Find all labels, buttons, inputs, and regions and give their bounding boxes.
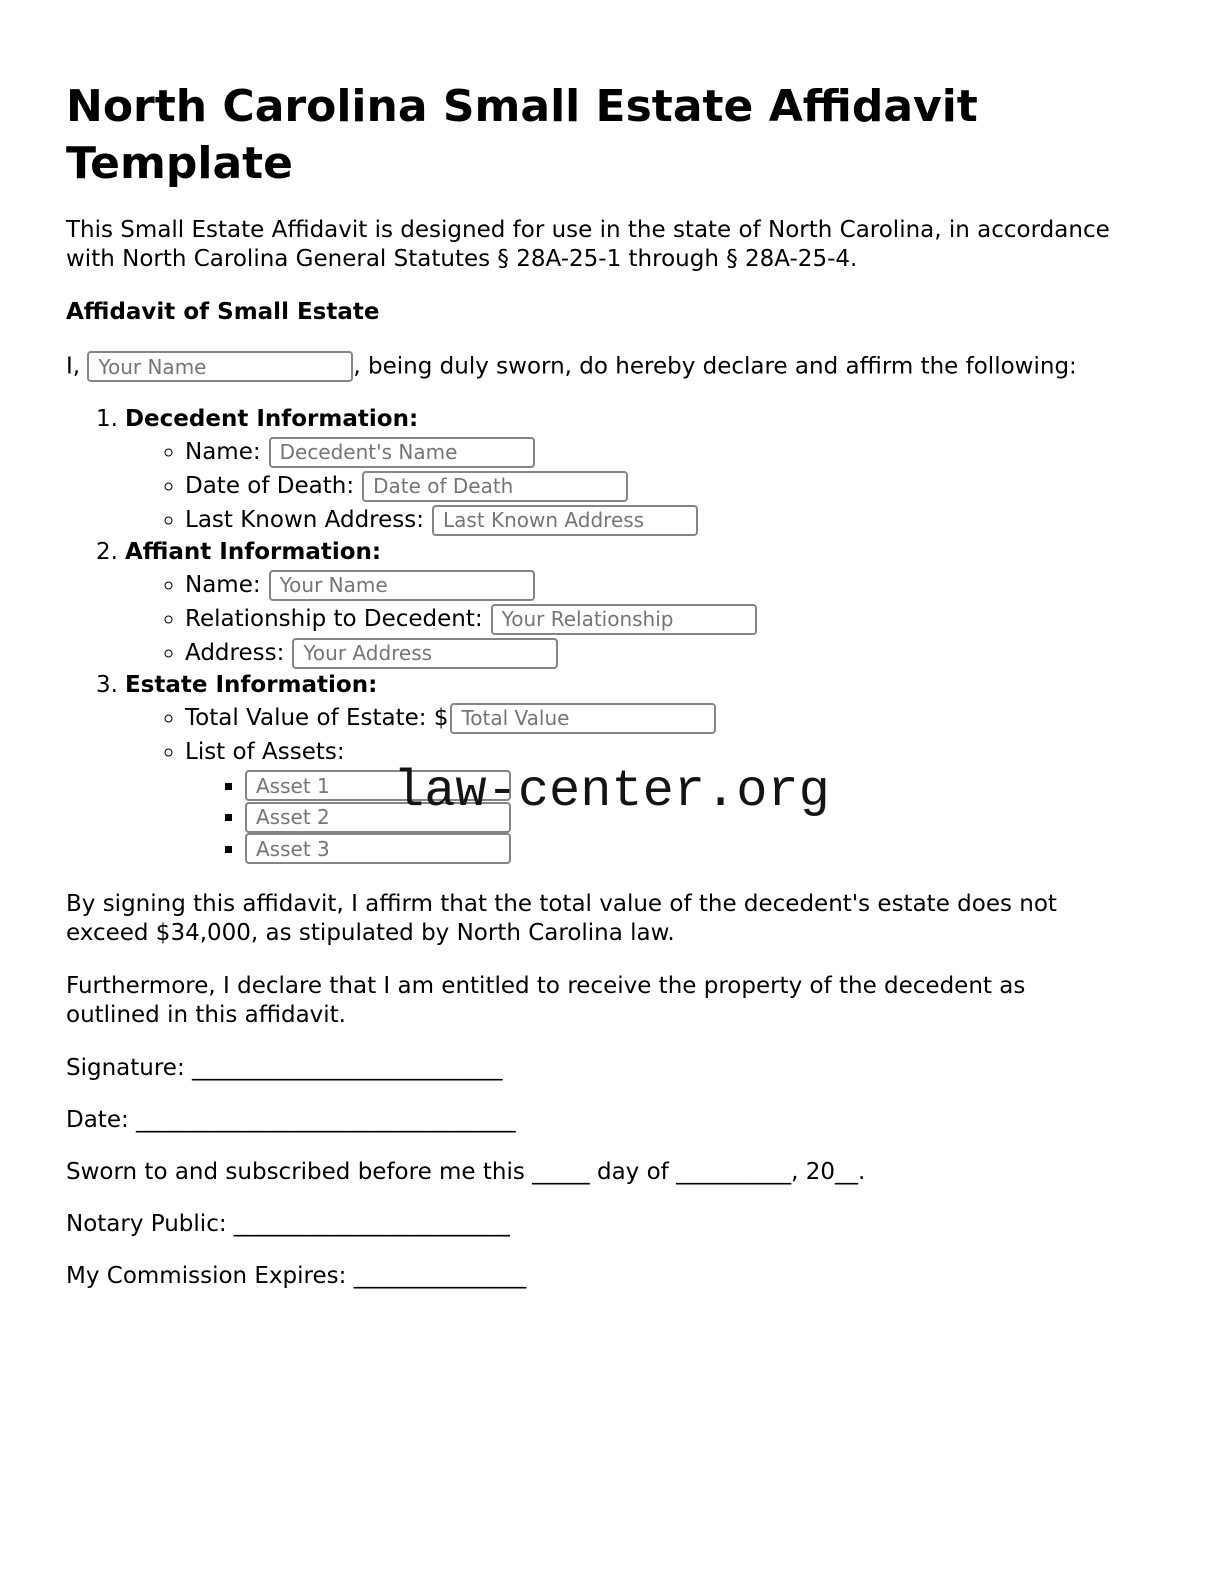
affirmation-paragraph bbox=[66, 890, 1171, 948]
total-value-input[interactable] bbox=[450, 703, 716, 734]
relationship-row bbox=[185, 602, 1171, 636]
oath-prefix: I, bbox=[66, 353, 81, 380]
last-known-address-row bbox=[185, 503, 1171, 537]
decedent-name-label: Name: bbox=[185, 439, 261, 465]
date-of-death-input[interactable] bbox=[362, 471, 628, 502]
commission-expires-line: My Commission Expires: _______________ bbox=[66, 1262, 527, 1289]
list-of-assets-label: List of Assets: bbox=[185, 739, 345, 765]
decedent-name-input[interactable] bbox=[269, 437, 535, 468]
section-heading-row bbox=[96, 537, 1171, 568]
affidavit-section-heading: Affidavit of Small Estate bbox=[66, 299, 380, 325]
oath-suffix: , being duly sworn, do hereby declare and affirm the following: bbox=[353, 353, 1077, 380]
section-title: Estate Information: bbox=[124, 672, 378, 698]
affiant-address-row bbox=[185, 636, 1171, 670]
affirmation-line-1: By signing this affidavit, I affirm that the total value of the decedent's estate does not bbox=[66, 890, 1057, 917]
affiant-name-input[interactable] bbox=[269, 570, 535, 601]
relationship-input[interactable] bbox=[491, 604, 757, 635]
affiant-address-label: Address: bbox=[185, 640, 285, 666]
date-line: Date: _________________________________ bbox=[66, 1106, 516, 1133]
signature-line: Signature: ___________________________ bbox=[66, 1054, 503, 1081]
entitlement-paragraph bbox=[66, 972, 1171, 1030]
affiant-name-label: Name: bbox=[185, 572, 261, 598]
section-decedent-information bbox=[66, 404, 1171, 537]
total-value-label: Total Value of Estate: $ bbox=[185, 705, 449, 731]
section-heading-row bbox=[96, 404, 1171, 435]
asset-row bbox=[245, 833, 1171, 865]
law-center-watermark: law-center.org bbox=[393, 762, 830, 821]
section-title: Affiant Information: bbox=[124, 539, 382, 565]
intro-paragraph bbox=[66, 216, 1171, 274]
sworn-statement-line: Sworn to and subscribed before me this _____ day of __________, 20__. bbox=[66, 1158, 866, 1185]
section-heading-row bbox=[96, 670, 1171, 701]
affirmation-line-2: exceed $34,000, as stipulated by North Carolina law. bbox=[66, 919, 675, 946]
asset-3-input[interactable] bbox=[245, 833, 511, 864]
affiant-name-row bbox=[185, 568, 1171, 602]
decedent-fields-list bbox=[66, 435, 1171, 537]
entitlement-line-1: Furthermore, I declare that I am entitled to receive the property of the decedent as bbox=[66, 972, 1026, 999]
date-of-death-row bbox=[185, 469, 1171, 503]
last-known-address-input[interactable] bbox=[432, 505, 698, 536]
date-of-death-label: Date of Death: bbox=[185, 473, 355, 499]
intro-line-1: This Small Estate Affidavit is designed for use in the state of North Carolina, in accordance bbox=[66, 217, 1110, 243]
oath-statement bbox=[66, 351, 1171, 382]
section-number: 1. bbox=[96, 406, 118, 432]
entitlement-line-2: outlined in this affidavit. bbox=[66, 1001, 346, 1028]
last-known-address-label: Last Known Address: bbox=[185, 507, 424, 533]
affiant-name-inline-input[interactable] bbox=[87, 351, 353, 382]
affiant-fields-list bbox=[66, 568, 1171, 670]
page-title: North Carolina Small Estate Affidavit Template bbox=[66, 81, 978, 189]
relationship-label: Relationship to Decedent: bbox=[185, 606, 483, 632]
section-title: Decedent Information: bbox=[124, 406, 419, 432]
notary-public-line: Notary Public: ________________________ bbox=[66, 1210, 510, 1237]
affiant-address-input[interactable] bbox=[292, 638, 558, 669]
total-value-row bbox=[185, 701, 1171, 735]
intro-line-2: with North Carolina General Statutes § 28A-25-1 through § 28A-25-4. bbox=[66, 246, 858, 272]
section-number: 3. bbox=[96, 672, 118, 698]
decedent-name-row bbox=[185, 435, 1171, 469]
section-number: 2. bbox=[96, 539, 118, 565]
section-affiant-information bbox=[66, 537, 1171, 670]
